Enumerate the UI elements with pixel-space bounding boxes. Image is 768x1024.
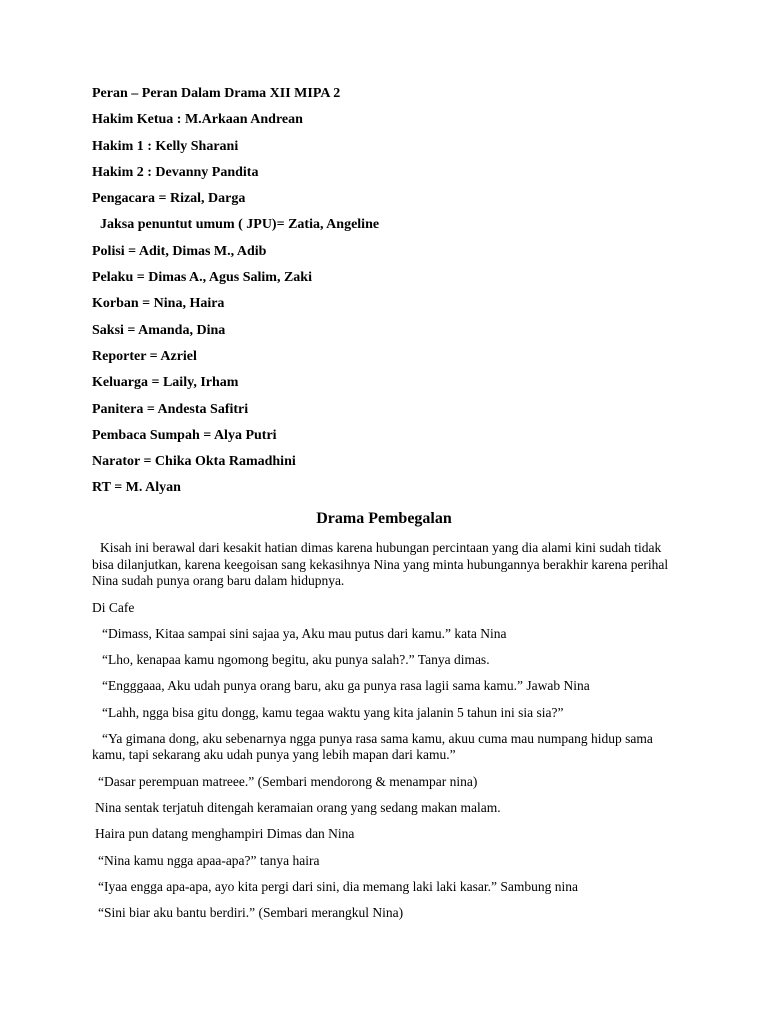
cast-item: Reporter = Azriel	[92, 348, 197, 364]
dialogue-line: “Iyaa engga apa-apa, ayo kita pergi dari sini, dia memang laki laki kasar.” Sambung nina	[98, 878, 578, 894]
cast-item: Hakim 2 : Devanny Pandita	[92, 164, 259, 180]
dialogue-line: “Dasar perempuan matreee.” (Sembari mendorong & menampar nina)	[98, 773, 478, 789]
story-body	[92, 540, 682, 932]
cast-item: Hakim 1 : Kelly Sharani	[92, 138, 239, 154]
cast-item: Saksi = Amanda, Dina	[92, 322, 226, 338]
cast-item: RT = M. Alyan	[92, 480, 181, 496]
cast-list	[92, 85, 692, 506]
narration-line: Haira pun datang menghampiri Dimas dan Nina	[95, 826, 355, 842]
cast-item: Polisi = Adit, Dimas M., Adib	[92, 243, 267, 259]
cast-item: Hakim Ketua : M.Arkaan Andrean	[92, 112, 303, 128]
drama-title: Drama Pembegalan	[316, 510, 452, 527]
cast-item: Jaksa penuntut umum ( JPU)= Zatia, Angeline	[100, 217, 380, 233]
dialogue-line: “Nina kamu ngga apaa-apa?” tanya haira	[98, 852, 320, 868]
cast-heading: Peran – Peran Dalam Drama XII MIPA 2	[92, 86, 341, 101]
cast-item: Pelaku = Dimas A., Agus Salim, Zaki	[92, 270, 312, 286]
cast-item: Panitera = Andesta Safitri	[92, 401, 249, 417]
cast-item: Keluarga = Laily, Irham	[92, 375, 239, 391]
scene-heading: Di Cafe	[92, 599, 135, 615]
cast-item: Korban = Nina, Haira	[92, 296, 225, 312]
narration-line: Nina sentak terjatuh ditengah keramaian orang yang sedang makan malam.	[95, 800, 501, 816]
cast-item: Pengacara = Rizal, Darga	[92, 191, 246, 207]
dialogue-line: “Sini biar aku bantu berdiri.” (Sembari merangkul Nina)	[98, 905, 404, 921]
cast-item: Narator = Chika Okta Ramadhini	[92, 454, 296, 470]
intro-paragraph: Kisah ini berawal dari kesakit hatian dimas karena hubungan percintaan yang dia alami kini sudah tidak bisa dilanjutkan, karena keegoisan sang kekasihnya Nina yang minta hubungannya berakhir karena perihal Nina sudah punya orang baru dalam hidupnya.	[92, 540, 669, 588]
dialogue-line: “Lahh, ngga bisa gitu dongg, kamu tegaa waktu yang kita jalanin 5 tahun ini sia sia?”	[102, 704, 564, 720]
dialogue-line: “Engggaaa, Aku udah punya orang baru, aku ga punya rasa lagii sama kamu.” Jawab Nina	[102, 678, 590, 694]
cast-item: Pembaca Sumpah = Alya Putri	[92, 427, 277, 443]
dialogue-line: “Ya gimana dong, aku sebenarnya ngga punya rasa sama kamu, akuu cuma mau numpang hidup sama kamu, tapi sekarang aku udah punya yang lebih mapan dari kamu.”	[92, 730, 653, 763]
dialogue-line: “Dimass, Kitaa sampai sini sajaa ya, Aku mau putus dari kamu.” kata Nina	[102, 625, 507, 641]
dialogue-line: “Lho, kenapaa kamu ngomong begitu, aku punya salah?.” Tanya dimas.	[102, 652, 490, 668]
